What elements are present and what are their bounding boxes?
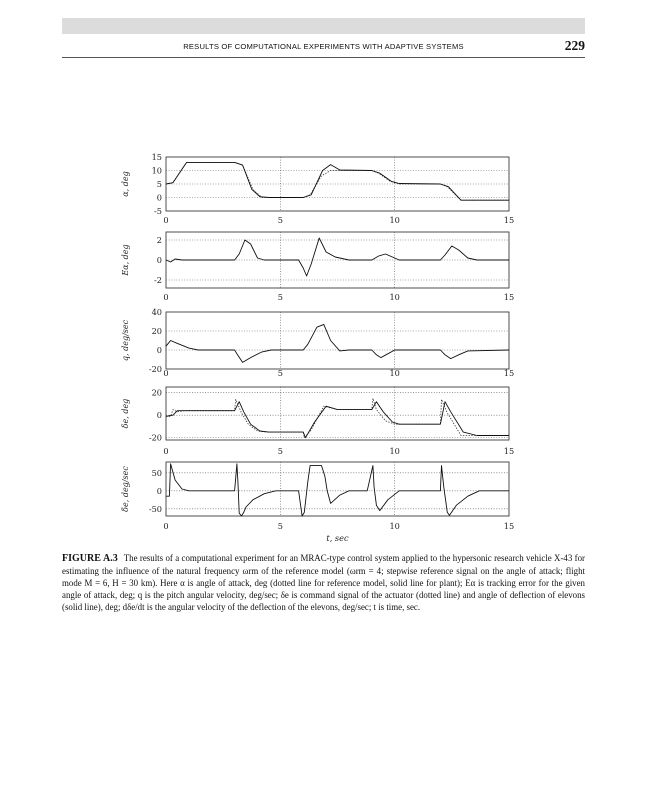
y-tick-label: 0 bbox=[156, 485, 162, 496]
y-tick-label: 0 bbox=[156, 345, 162, 355]
y-tick-label: 50 bbox=[151, 467, 162, 478]
y-axis-label: δe, deg bbox=[121, 398, 130, 429]
x-tick-label: 10 bbox=[389, 292, 400, 302]
x-tick-label: 5 bbox=[277, 368, 283, 378]
x-tick-label: 0 bbox=[163, 292, 169, 302]
series-line-pitch-angular-velocity bbox=[166, 324, 509, 362]
y-tick-label: 15 bbox=[151, 152, 162, 162]
x-tick-label: 0 bbox=[163, 215, 169, 225]
y-axis-label: q, deg/sec bbox=[121, 319, 130, 362]
chart-panel-2 bbox=[121, 232, 514, 302]
series-line-elevon-deflection bbox=[166, 402, 509, 438]
x-tick-label: 15 bbox=[503, 215, 515, 225]
x-tick-label: 15 bbox=[503, 292, 515, 302]
y-axis-label: δ̇e, deg/sec bbox=[121, 466, 130, 512]
x-tick-label: 10 bbox=[389, 446, 400, 456]
x-tick-label: 5 bbox=[277, 446, 283, 456]
x-tick-label: 15 bbox=[503, 521, 515, 531]
plot-frame bbox=[166, 387, 509, 440]
y-tick-label: -2 bbox=[154, 275, 162, 285]
series-line-elevon-angular-velocity bbox=[166, 464, 509, 516]
x-tick-label: 0 bbox=[163, 521, 169, 531]
chart-panel-4 bbox=[121, 387, 514, 456]
series-line-tracking-error bbox=[166, 238, 509, 276]
page-number: 229 bbox=[564, 38, 585, 53]
x-tick-label: 0 bbox=[163, 446, 169, 456]
y-tick-label: -5 bbox=[154, 206, 162, 216]
figure-label: FIGURE A.3 bbox=[62, 553, 118, 564]
y-axis-label: α, deg bbox=[121, 171, 130, 197]
plot-frame bbox=[166, 462, 509, 516]
running-title: RESULTS OF COMPUTATIONAL EXPERIMENTS WITH ADAPTIVE SYSTEMS bbox=[183, 42, 464, 51]
series-line-plant bbox=[166, 162, 509, 200]
series-line-reference-model bbox=[166, 162, 509, 200]
y-tick-label: 20 bbox=[151, 387, 162, 398]
x-tick-label: 10 bbox=[389, 215, 400, 225]
y-tick-label: -50 bbox=[148, 503, 162, 514]
y-tick-label: -20 bbox=[148, 432, 162, 443]
y-tick-label: 0 bbox=[156, 255, 162, 265]
x-tick-label: 5 bbox=[277, 215, 283, 225]
y-tick-label: 2 bbox=[156, 235, 162, 245]
plot-frame bbox=[166, 312, 509, 369]
chart-panel-5 bbox=[121, 462, 514, 543]
x-axis-label: t, sec bbox=[326, 533, 349, 543]
x-tick-label: 5 bbox=[277, 292, 283, 302]
y-tick-label: -20 bbox=[148, 364, 162, 374]
x-tick-label: 10 bbox=[389, 521, 400, 531]
x-tick-label: 15 bbox=[503, 368, 515, 378]
y-axis-label: Eα, deg bbox=[121, 244, 130, 276]
y-tick-label: 5 bbox=[156, 179, 162, 189]
x-tick-label: 10 bbox=[389, 368, 400, 378]
y-tick-label: 0 bbox=[156, 410, 162, 421]
figure-caption bbox=[62, 552, 585, 613]
y-tick-label: 10 bbox=[151, 165, 162, 176]
y-tick-label: 0 bbox=[156, 192, 162, 203]
x-tick-label: 0 bbox=[163, 368, 169, 378]
series-line-command-signal bbox=[166, 398, 509, 437]
y-tick-label: 40 bbox=[151, 307, 162, 317]
chart-panel-3 bbox=[121, 307, 514, 378]
x-tick-label: 15 bbox=[503, 446, 515, 456]
chart-panel-1 bbox=[121, 152, 514, 225]
x-tick-label: 5 bbox=[277, 521, 283, 531]
y-tick-label: 20 bbox=[151, 326, 162, 336]
figure-caption-text: The results of a computational experiment for an MRAC-type control system applied to the hypersonic research vehicle X-43 for estimating the influence of the natural frequency ωrm of the reference model (ωrm = 4; stepwise reference signal on the angle of attack; flight mode M = 6, H = 30 km). Here α is angle of attack, deg (dotted line for reference model, solid line for plant); Eα is tracking error for the given angle of attack, deg; q is the pitch angular velocity, deg/sec; δe is command signal of the actuator (dotted line) and angle of deflection of elevons (solid line), deg; dδe/dt is the angular velocity of the deflection of the elevons, deg/sec; t is time, sec. bbox=[62, 553, 586, 613]
